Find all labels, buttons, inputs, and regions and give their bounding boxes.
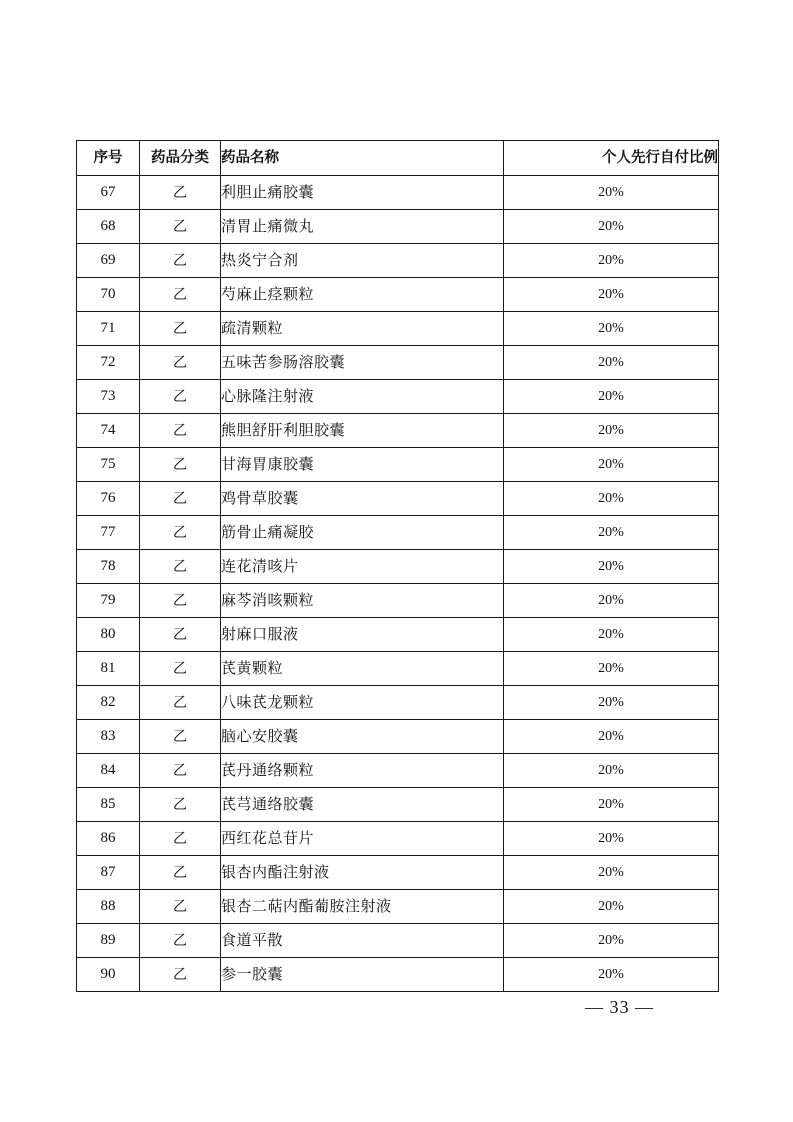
row-drug-name: 利胆止痛胶囊 xyxy=(221,176,504,210)
row-payment-ratio: 20% xyxy=(504,822,719,856)
table-row xyxy=(77,448,719,482)
row-number: 67 xyxy=(77,176,140,210)
table-row xyxy=(77,380,719,414)
row-category: 乙 xyxy=(140,788,221,822)
row-drug-name: 熊胆舒肝利胆胶囊 xyxy=(221,414,504,448)
row-drug-name: 射麻口服液 xyxy=(221,618,504,652)
row-drug-name: 食道平散 xyxy=(221,924,504,958)
row-category: 乙 xyxy=(140,720,221,754)
row-payment-ratio: 20% xyxy=(504,720,719,754)
table-header-row xyxy=(77,141,719,176)
row-number: 86 xyxy=(77,822,140,856)
row-payment-ratio: 20% xyxy=(504,516,719,550)
header-name: 药品名称 xyxy=(221,141,504,176)
row-category: 乙 xyxy=(140,516,221,550)
row-drug-name: 银杏内酯注射液 xyxy=(221,856,504,890)
row-drug-name: 芪丹通络颗粒 xyxy=(221,754,504,788)
row-payment-ratio: 20% xyxy=(504,856,719,890)
row-drug-name: 麻芩消咳颗粒 xyxy=(221,584,504,618)
table-row xyxy=(77,618,719,652)
row-category: 乙 xyxy=(140,958,221,992)
row-number: 74 xyxy=(77,414,140,448)
table-row xyxy=(77,890,719,924)
row-drug-name: 热炎宁合剂 xyxy=(221,244,504,278)
row-payment-ratio: 20% xyxy=(504,686,719,720)
row-payment-ratio: 20% xyxy=(504,312,719,346)
row-drug-name: 疏清颗粒 xyxy=(221,312,504,346)
row-payment-ratio: 20% xyxy=(504,482,719,516)
table-row xyxy=(77,482,719,516)
row-payment-ratio: 20% xyxy=(504,924,719,958)
row-number: 90 xyxy=(77,958,140,992)
row-drug-name: 芪芎通络胶囊 xyxy=(221,788,504,822)
row-category: 乙 xyxy=(140,822,221,856)
table-row xyxy=(77,754,719,788)
row-number: 72 xyxy=(77,346,140,380)
row-category: 乙 xyxy=(140,210,221,244)
drug-table xyxy=(76,140,719,992)
row-number: 84 xyxy=(77,754,140,788)
row-number: 85 xyxy=(77,788,140,822)
row-payment-ratio: 20% xyxy=(504,414,719,448)
row-number: 73 xyxy=(77,380,140,414)
row-number: 89 xyxy=(77,924,140,958)
row-category: 乙 xyxy=(140,482,221,516)
row-category: 乙 xyxy=(140,380,221,414)
row-category: 乙 xyxy=(140,754,221,788)
row-payment-ratio: 20% xyxy=(504,958,719,992)
row-payment-ratio: 20% xyxy=(504,584,719,618)
row-drug-name: 芍麻止痉颗粒 xyxy=(221,278,504,312)
row-drug-name: 参一胶囊 xyxy=(221,958,504,992)
table-row xyxy=(77,584,719,618)
table-row xyxy=(77,244,719,278)
row-payment-ratio: 20% xyxy=(504,210,719,244)
row-number: 71 xyxy=(77,312,140,346)
row-drug-name: 心脉隆注射液 xyxy=(221,380,504,414)
row-number: 68 xyxy=(77,210,140,244)
row-category: 乙 xyxy=(140,856,221,890)
row-number: 87 xyxy=(77,856,140,890)
row-number: 82 xyxy=(77,686,140,720)
row-category: 乙 xyxy=(140,686,221,720)
table-row xyxy=(77,924,719,958)
row-category: 乙 xyxy=(140,584,221,618)
row-category: 乙 xyxy=(140,652,221,686)
row-number: 80 xyxy=(77,618,140,652)
row-category: 乙 xyxy=(140,312,221,346)
table-row xyxy=(77,516,719,550)
table-row xyxy=(77,856,719,890)
row-number: 69 xyxy=(77,244,140,278)
row-payment-ratio: 20% xyxy=(504,380,719,414)
table-row xyxy=(77,652,719,686)
row-drug-name: 脑心安胶囊 xyxy=(221,720,504,754)
row-payment-ratio: 20% xyxy=(504,754,719,788)
row-drug-name: 连花清咳片 xyxy=(221,550,504,584)
table-row xyxy=(77,686,719,720)
page-number: — 33 — xyxy=(585,997,654,1017)
table-body xyxy=(77,176,719,992)
row-category: 乙 xyxy=(140,278,221,312)
row-number: 88 xyxy=(77,890,140,924)
row-payment-ratio: 20% xyxy=(504,890,719,924)
row-drug-name: 清胃止痛微丸 xyxy=(221,210,504,244)
row-category: 乙 xyxy=(140,924,221,958)
row-payment-ratio: 20% xyxy=(504,346,719,380)
row-drug-name: 银杏二萜内酯葡胺注射液 xyxy=(221,890,504,924)
row-drug-name: 西红花总苷片 xyxy=(221,822,504,856)
row-number: 75 xyxy=(77,448,140,482)
row-drug-name: 八味芪龙颗粒 xyxy=(221,686,504,720)
row-payment-ratio: 20% xyxy=(504,278,719,312)
row-category: 乙 xyxy=(140,890,221,924)
row-drug-name: 芪黄颗粒 xyxy=(221,652,504,686)
row-category: 乙 xyxy=(140,618,221,652)
row-payment-ratio: 20% xyxy=(504,448,719,482)
row-drug-name: 筋骨止痛凝胶 xyxy=(221,516,504,550)
header-no: 序号 xyxy=(77,141,140,176)
row-number: 70 xyxy=(77,278,140,312)
table-row xyxy=(77,210,719,244)
row-number: 79 xyxy=(77,584,140,618)
table-row xyxy=(77,788,719,822)
row-number: 78 xyxy=(77,550,140,584)
row-category: 乙 xyxy=(140,550,221,584)
table-row xyxy=(77,822,719,856)
table-row xyxy=(77,414,719,448)
row-category: 乙 xyxy=(140,448,221,482)
row-number: 76 xyxy=(77,482,140,516)
row-drug-name: 鸡骨草胶囊 xyxy=(221,482,504,516)
row-payment-ratio: 20% xyxy=(504,788,719,822)
row-category: 乙 xyxy=(140,244,221,278)
row-drug-name: 五味苦参肠溶胶囊 xyxy=(221,346,504,380)
row-payment-ratio: 20% xyxy=(504,550,719,584)
row-payment-ratio: 20% xyxy=(504,176,719,210)
header-category: 药品分类 xyxy=(140,141,221,176)
table-row xyxy=(77,176,719,210)
row-category: 乙 xyxy=(140,176,221,210)
table-row xyxy=(77,550,719,584)
header-ratio: 个人先行自付比例 xyxy=(504,141,719,176)
table-row xyxy=(77,346,719,380)
row-drug-name: 甘海胃康胶囊 xyxy=(221,448,504,482)
row-payment-ratio: 20% xyxy=(504,244,719,278)
table-row xyxy=(77,312,719,346)
table-row xyxy=(77,958,719,992)
row-number: 77 xyxy=(77,516,140,550)
row-category: 乙 xyxy=(140,346,221,380)
table-row xyxy=(77,278,719,312)
row-payment-ratio: 20% xyxy=(504,618,719,652)
row-category: 乙 xyxy=(140,414,221,448)
row-number: 81 xyxy=(77,652,140,686)
row-payment-ratio: 20% xyxy=(504,652,719,686)
row-number: 83 xyxy=(77,720,140,754)
table-row xyxy=(77,720,719,754)
